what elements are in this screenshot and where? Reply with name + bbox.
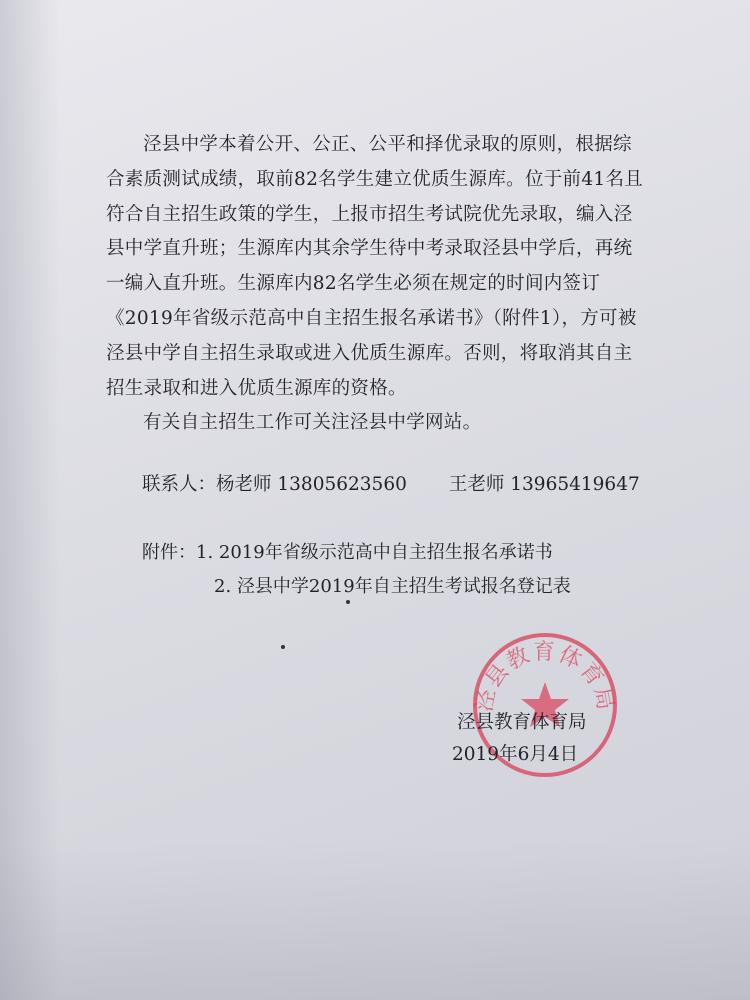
page-shadow-bottom bbox=[0, 840, 750, 1000]
attachment-item-2: 2. 泾县中学2019年自主招生考试报名登记表 bbox=[214, 576, 571, 597]
contact-line bbox=[142, 470, 640, 500]
issuer-signature: 泾县教育体育局 bbox=[457, 712, 587, 733]
contact-yang: 杨老师 13805623560 bbox=[216, 474, 407, 495]
speck-mark bbox=[281, 645, 285, 649]
contact-label: 联系人： bbox=[142, 474, 217, 495]
issue-date: 2019年6月4日 bbox=[452, 744, 579, 765]
attachment-line-1 bbox=[142, 538, 553, 568]
notice-body bbox=[106, 128, 646, 441]
seal-lettering: 泾县教育体育局 bbox=[472, 640, 618, 715]
attachment-item-1: 1. 2019年省级示范高中自主招生报名承诺书 bbox=[196, 542, 553, 563]
attachment-line-2 bbox=[214, 572, 571, 602]
contact-wang: 王老师 13965419647 bbox=[448, 474, 640, 495]
paragraph-admission-rules: 泾县中学本着公开、公正、公平和择优录取的原则，根据综合素质测试成绩，取前82名学生建立优质生源库。位于前41名且符合自主招生政策的学生，上报市招生考试院优先录取，编入泾县中学直升班；生源库内其余学生待中考录取泾县中学后，再统一编入直升班。生源库内82名学生必须在规定的时间内签订《2019年省级示范高中自主招生报名承诺书》（附件1），方可被泾县中学自主招生录取或进入优质生源库。否则，将取消其自主招生录取和进入优质生源库的资格。 bbox=[106, 134, 644, 399]
speck-mark bbox=[346, 600, 350, 604]
attachment-label: 附件： bbox=[142, 542, 196, 563]
paragraph-website-note: 有关自主招生工作可关注泾县中学网站。 bbox=[143, 412, 482, 434]
